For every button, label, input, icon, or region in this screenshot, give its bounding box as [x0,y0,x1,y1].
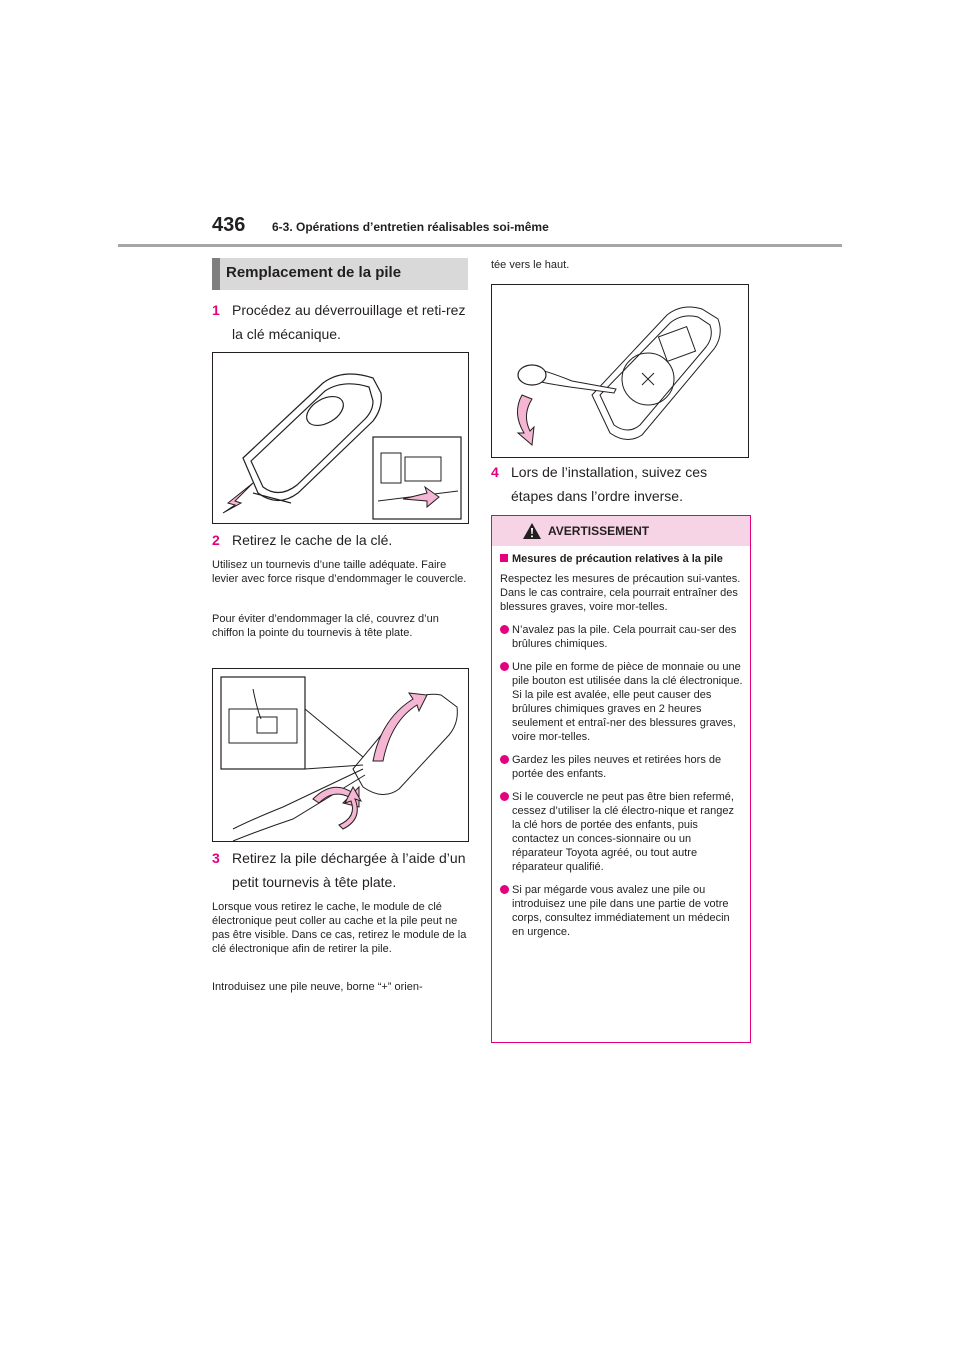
warning-body [500,552,744,939]
warning-bullet-text: Si par mégarde vous avalez une pile ou introduisez une pile dans une partie de votre corps, consultez immédiatement un médecin en urgence. [512,884,730,938]
circle-bullet-icon [500,792,509,801]
step-2 [212,528,472,552]
key-illustration [213,353,468,523]
header-divider [118,244,842,247]
figure-remove-battery [491,284,749,458]
warning-bullet-text: N’avalez pas la pile. Cela pourrait cau-ser des brûlures chimiques. [512,624,737,650]
step-3-note-2: Introduisez une pile neuve, borne “+” orien- [212,981,423,993]
circle-bullet-icon [500,885,509,894]
warning-bullet [500,883,744,939]
warning-bullet [500,660,744,744]
page-number: 436 [212,214,246,236]
circle-bullet-icon [500,625,509,634]
step-text: Lors de l’installation, suivez ces étapes dans l’ordre inverse. [511,464,708,504]
section-title: 6-3. Opérations d’entretien réalisables soi-même [272,220,549,234]
cover-illustration [213,669,468,841]
warning-bullet [500,790,744,874]
warning-bullet [500,623,744,651]
step-3 [212,846,472,894]
step-2-note-2: Pour éviter d’endommager la clé, couvrez d’un chiffon la pointe du tournevis à tête plate. [212,613,439,639]
circle-bullet-icon [500,662,509,671]
step-4 [491,460,751,508]
warning-intro: Respectez les mesures de précaution sui-vantes. Dans le cas contraire, cela pourrait entraîner des blessures graves, voire mor-telles. [500,573,741,613]
step-2-note-1: Utilisez un tournevis d’une taille adéquate. Faire levier avec force risque d’endommager le couvercle. [212,559,467,585]
figure-remove-key-cover [212,668,469,842]
warning-bullet [500,753,744,781]
step-number: 3 [212,850,220,866]
step-3-note-1: Lorsque vous retirez le cache, le module de clé électronique peut coller au cache et la pile peut ne pas être visible. Dans ce cas, retirez le module de la clé électronique afin de retirer la pile. [212,901,467,955]
step-number: 4 [491,464,499,480]
warning-triangle-icon [522,522,542,540]
step-3-note-2-continued: tée vers le haut. [491,259,570,271]
warning-box [491,515,751,1043]
figure-remove-mechanical-key [212,352,469,524]
warning-header [492,516,750,546]
heading-accent-bar [212,258,220,290]
step-text: Procédez au déverrouillage et reti-rez la clé mécanique. [232,302,466,342]
step-number: 2 [212,532,220,548]
step-1 [212,298,472,346]
step-number: 1 [212,302,220,318]
warning-subheading-text: Mesures de précaution relatives à la pile [512,553,723,565]
square-bullet-icon [500,554,508,562]
warning-title: AVERTISSEMENT [548,524,650,538]
warning-bullet-text: Une pile en forme de pièce de monnaie ou une pile bouton est utilisée dans la clé électronique. Si la pile est avalée, elle peut causer des brûlures chimiques graves en 2 heures seulement et entraî-ner des blessures graves, voire mor-telles. [512,661,743,743]
circle-bullet-icon [500,755,509,764]
warning-bullet-text: Si le couvercle ne peut pas être bien refermé, cessez d’utiliser la clé électro-nique et rangez la clé hors de portée des enfants, puis contactez un conces-sionnaire ou un réparateur Toyota agréé, ou tout autre réparateur qualifié. [512,791,734,873]
battery-illustration [492,285,748,457]
step-text: Retirez la pile déchargée à l’aide d’un petit tournevis à tête plate. [232,850,466,890]
step-text: Retirez le cache de la clé. [232,532,393,548]
warning-bullet-text: Gardez les piles neuves et retirées hors de portée des enfants. [512,754,722,780]
warning-subheading [500,552,744,566]
section-heading-text: Remplacement de la pile [226,264,402,281]
section-heading [212,258,468,290]
